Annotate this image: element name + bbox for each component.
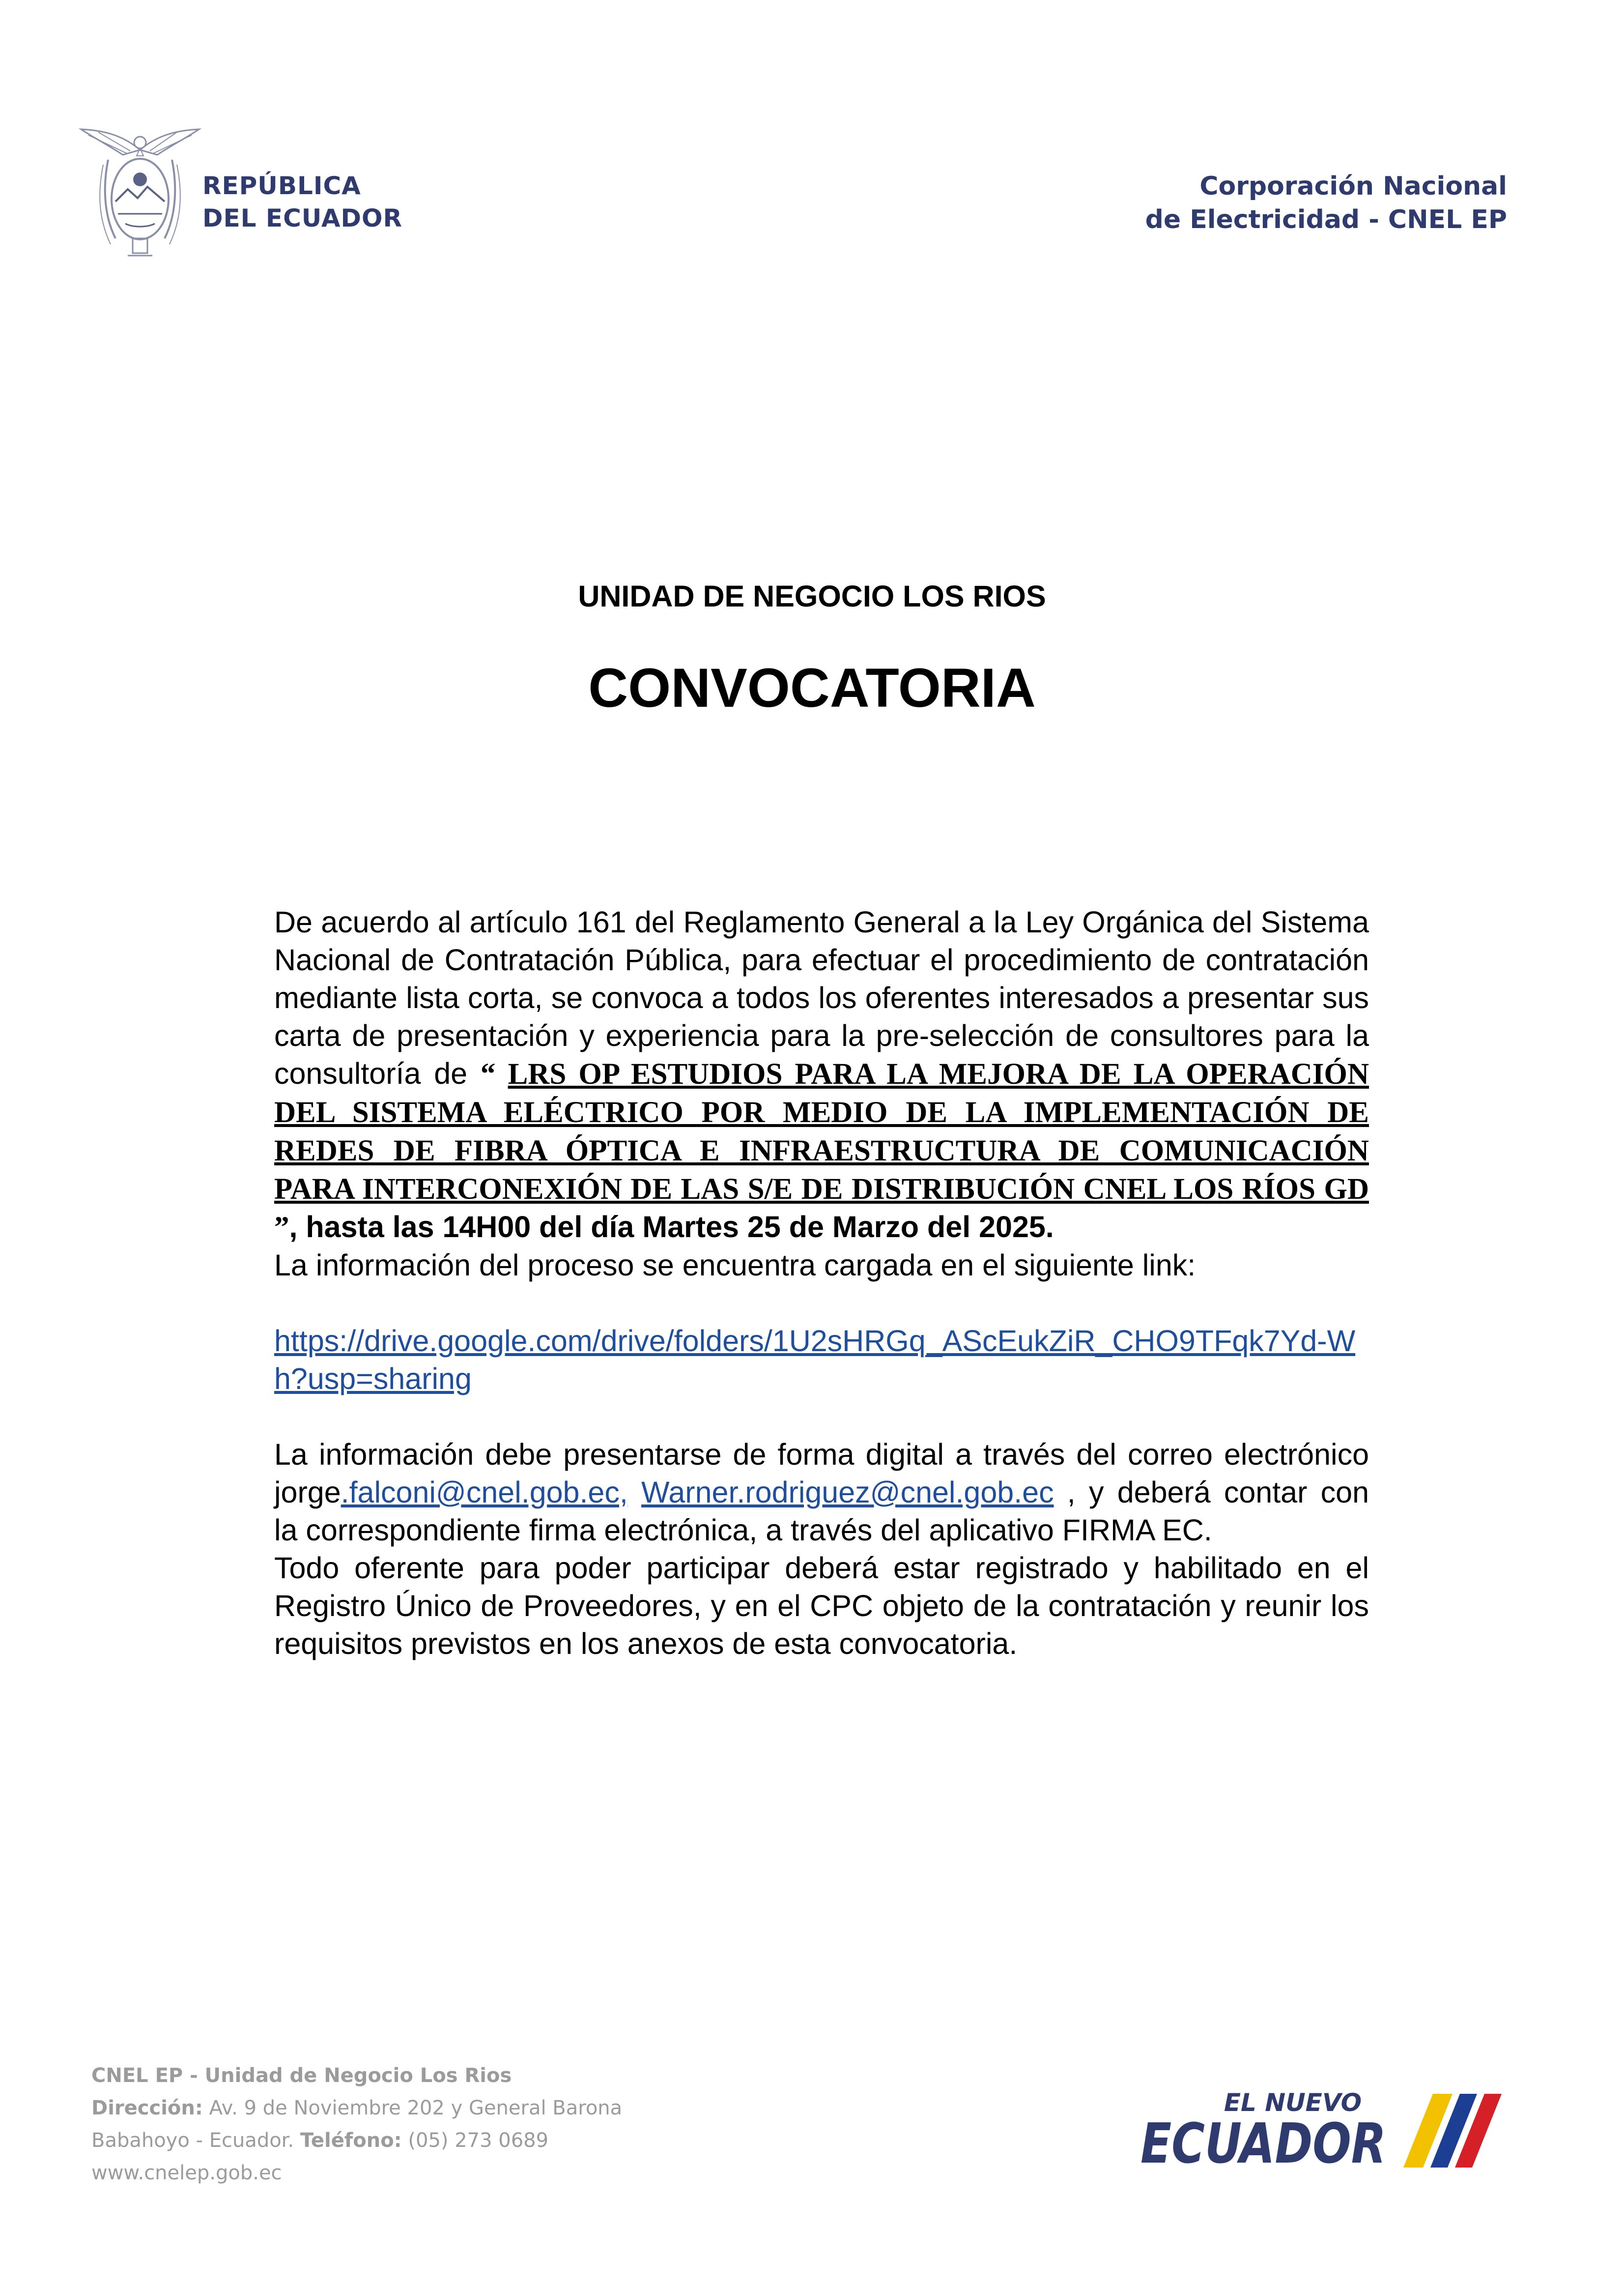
page-title: CONVOCATORIA	[588, 657, 1036, 719]
footer-website: www.cnelep.gob.ec	[91, 2162, 282, 2184]
paragraph-requirements: Todo oferente para poder participar deberá estar registrado y habilitado en el Registro Único de Proveedores, y en el CPC objeto de la contratación y reunir los requisitos previstos en los anexos de esta convocatoria.	[274, 1551, 1369, 1660]
phone-label: Teléfono:	[300, 2129, 402, 2152]
close-quote: ”	[274, 1211, 289, 1244]
city: Babahoyo - Ecuador.	[91, 2129, 300, 2152]
address-label: Dirección:	[91, 2097, 203, 2119]
open-quote: “	[480, 1058, 508, 1091]
footer-org: CNEL EP - Unidad de Negocio Los Rios	[91, 2064, 512, 2087]
republica-line-2: DEL ECUADOR	[202, 204, 403, 232]
footer-city-phone	[91, 2124, 622, 2157]
intro-text: De acuerdo al artículo 161 del Reglamento General a la Ley Orgánica del Sistema Nacional de Contratación Pública, para efectuar el procedimiento de contratación mediante lista corta, se convoca a todos los oferentes interesados a presentar sus carta de presentación y experiencia para la pre-selección de consultores para la consultoría de	[274, 905, 1369, 1090]
spacer	[274, 1284, 1369, 1322]
drive-link[interactable]: https://drive.google.com/drive/folders/1U2sHRGq_AScEukZiR_CHO9TFqk7Yd-Wh?usp=sharing	[274, 1324, 1356, 1395]
footer-address	[91, 2092, 622, 2124]
paragraph-link	[274, 1322, 1369, 1398]
email-link-falconi[interactable]: .falconi@cnel.gob.ec,	[341, 1475, 628, 1509]
republica-line-1: REPÚBLICA	[202, 172, 361, 200]
cnel-line-1: Corporación Nacional	[1199, 172, 1507, 201]
cnel-logo-text	[1145, 170, 1507, 236]
email-link-rodriguez[interactable]: Warner.rodriguez@cnel.gob.ec	[641, 1475, 1054, 1509]
logo-line-1: EL NUEVO	[1224, 2088, 1362, 2117]
deadline-text: , hasta las 14H00 del día Martes 25 de Marzo del 2025.	[289, 1210, 1054, 1244]
email-separator	[628, 1475, 641, 1509]
footer-contact	[91, 2059, 622, 2189]
paragraph-convocation	[274, 903, 1369, 1246]
paragraph-submission	[274, 1436, 1369, 1549]
address-value: Av. 9 de Noviembre 202 y General Barona	[202, 2097, 623, 2119]
cnel-line-2: de Electricidad - CNEL EP	[1145, 205, 1507, 234]
logo-line-2: ECUADOR	[1140, 2112, 1386, 2176]
spacer	[274, 1398, 1369, 1436]
phone-value: (05) 273 0689	[401, 2129, 549, 2152]
paragraph-link-intro: La información del proceso se encuentra cargada en el siguiente link:	[274, 1248, 1196, 1282]
submission-text-end: , y deberá contar con la correspondiente firma electrónica, a través del aplicativo FIRMA EC.	[274, 1475, 1369, 1547]
document-body	[274, 903, 1369, 1663]
project-name: LRS OP ESTUDIOS PARA LA MEJORA DE LA OPERACIÓN DEL SISTEMA ELÉCTRICO POR MEDIO DE LA IMPLEMENTACIÓN DE REDES DE FIBRA ÓPTICA E INFRAESTRUCTURA DE COMUNICACIÓN PARA INTERCONEXIÓN DE LAS S/E DE DISTRIBUCIÓN CNEL LOS RÍOS GD	[274, 1058, 1369, 1206]
unit-title: UNIDAD DE NEGOCIO LOS RIOS	[578, 579, 1046, 613]
submission-text: La información debe presentarse de forma digital a través del correo electrónico jorge	[274, 1438, 1369, 1509]
republica-logo-text	[202, 170, 402, 234]
el-nuevo-ecuador-logo	[1128, 2084, 1521, 2177]
coat-of-arms-icon	[74, 116, 206, 263]
